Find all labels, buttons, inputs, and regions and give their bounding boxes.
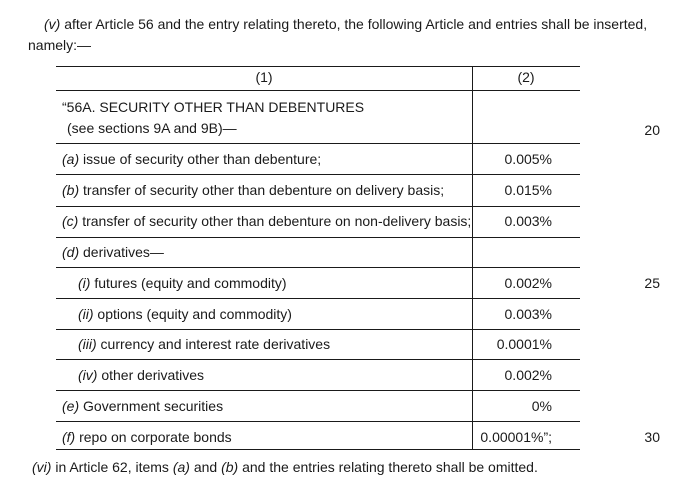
- table-row-value: 0%: [531, 398, 552, 414]
- table-row-value: 0.002%: [504, 275, 552, 291]
- intro-text: after Article 56 and the entry relating thereto, the following Article and entries shall be inserted,: [60, 16, 648, 32]
- table-row-value: 0.003%: [504, 306, 552, 322]
- table-row-value: 0.0001%: [496, 336, 552, 352]
- table-row-value: 0.015%: [504, 182, 552, 198]
- table-row-label: (c) transfer of security other than debenture on non-delivery basis;: [62, 213, 472, 229]
- table-row-label: (f) repo on corporate bonds: [62, 429, 232, 445]
- column-header-2: (2): [517, 69, 535, 85]
- table-rule: [56, 329, 580, 330]
- table-row-label: (i) futures (equity and commodity): [78, 275, 287, 291]
- intro-continuation: namely:—: [28, 37, 92, 53]
- table-row-label: (ii) options (equity and commodity): [78, 306, 292, 322]
- table-row-value: 0.003%: [504, 213, 552, 229]
- table-row-label: (iv) other derivatives: [78, 367, 205, 383]
- table-column-divider: [472, 66, 473, 450]
- closing-paragraph: (vi) in Article 62, items (a) and (b) and the entries relating thereto shall be omitted.: [32, 459, 538, 475]
- table-rule: [56, 143, 580, 144]
- article-subtitle: (see sections 9A and 9B)—: [67, 120, 237, 136]
- column-header-1: (1): [255, 69, 273, 85]
- article-title: “56A. SECURITY OTHER THAN DEBENTURES: [62, 99, 365, 115]
- table-row-label: (e) Government securities: [62, 398, 224, 414]
- margin-line-number: 25: [644, 275, 660, 291]
- table-rule: [56, 359, 580, 360]
- table-row-label: (d) derivatives—: [62, 244, 164, 260]
- table-rule: [56, 206, 580, 207]
- margin-line-number: 30: [644, 429, 660, 445]
- table-row-label: (a) issue of security other than debenture;: [62, 151, 322, 167]
- table-rule: [56, 174, 580, 175]
- table-rule: [56, 421, 580, 422]
- intro-marker: (v): [44, 16, 61, 32]
- margin-line-number: 20: [644, 122, 660, 138]
- table-rule: [56, 390, 580, 391]
- table-row-label: (iii) currency and interest rate derivatives: [78, 336, 331, 352]
- intro-paragraph: [44, 14, 664, 34]
- table-rule-bottom: [56, 449, 580, 450]
- table-rule: [56, 237, 580, 238]
- table-row-value: 0.002%: [504, 367, 552, 383]
- table-row-value: 0.00001%”;: [480, 429, 552, 445]
- table-rule: [56, 298, 580, 299]
- table-rule-header: [56, 90, 580, 91]
- table-rule: [56, 267, 580, 268]
- table-rule-top: [56, 66, 580, 67]
- table-row-label: (b) transfer of security other than debenture on delivery basis;: [62, 182, 445, 198]
- table-row-value: 0.005%: [504, 151, 552, 167]
